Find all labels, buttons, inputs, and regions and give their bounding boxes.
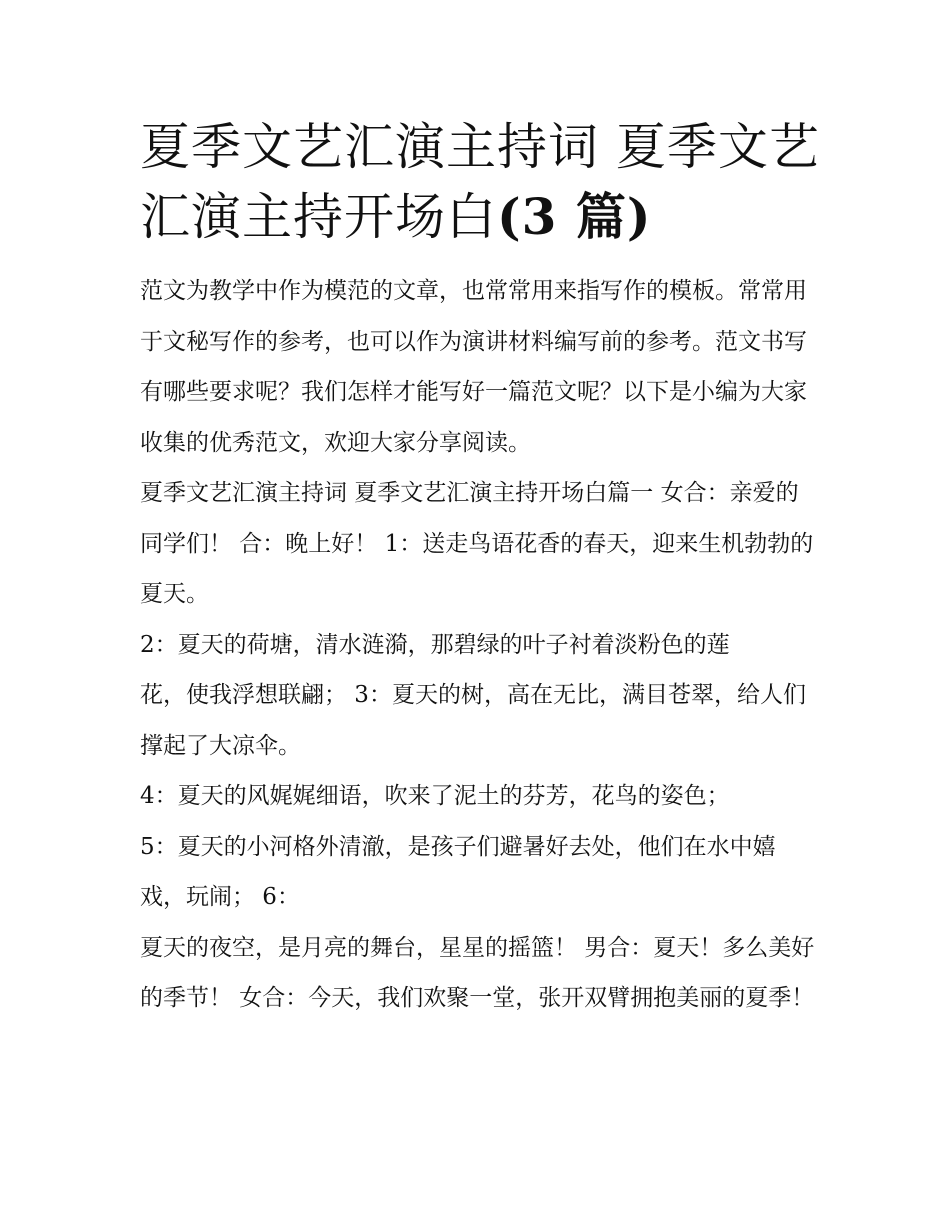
paragraph-line-2-3: 花，使我浮想联翩； 3：夏天的树，高在无比，满目苍翠，给人们撑起了大凉伞。 xyxy=(140,682,806,759)
title-suffix: (3 篇) xyxy=(497,187,652,246)
document-page xyxy=(140,112,820,1024)
paragraph-intro: 范文为教学中作为模范的文章，也常常用来指写作的模板。常常用于文秘写作的参考，也可以作为演讲材料编写前的参考。范文书写有哪些要求呢？我们怎样才能写好一篇范文呢？以下是小编为大家收集的优秀范文，欢迎大家分享阅读。 xyxy=(140,278,807,456)
paragraph-opening: 夏季文艺汇演主持词 夏季文艺汇演主持开场白篇一 女合：亲爱的同学们！ 合：晚上好！ 1：送走鸟语花香的春天，迎来生机勃勃的夏天。 xyxy=(140,480,814,607)
document-title xyxy=(140,112,820,252)
paragraph-line-5-6: 5：夏天的小河格外清澈，是孩子们避暑好去处，他们在水中嬉戏，玩闹； 6： xyxy=(140,833,776,910)
paragraph-closing: 夏天的夜空，是月亮的舞台，星星的摇篮！ 男合：夏天！多么美好的季节！ 女合：今天，我们欢聚一堂，张开双臂拥抱美丽的夏季！ xyxy=(140,934,815,1011)
paragraph-line-2: 2：夏天的荷塘，清水涟漪，那碧绿的叶子衬着淡粉色的莲 xyxy=(140,631,730,658)
title-main: 夏季文艺汇演主持词 夏季文艺汇演主持开场白 xyxy=(140,118,820,246)
paragraph-line-4: 4：夏天的风娓娓细语，吹来了泥土的芬芳，花鸟的姿色； xyxy=(140,783,730,809)
